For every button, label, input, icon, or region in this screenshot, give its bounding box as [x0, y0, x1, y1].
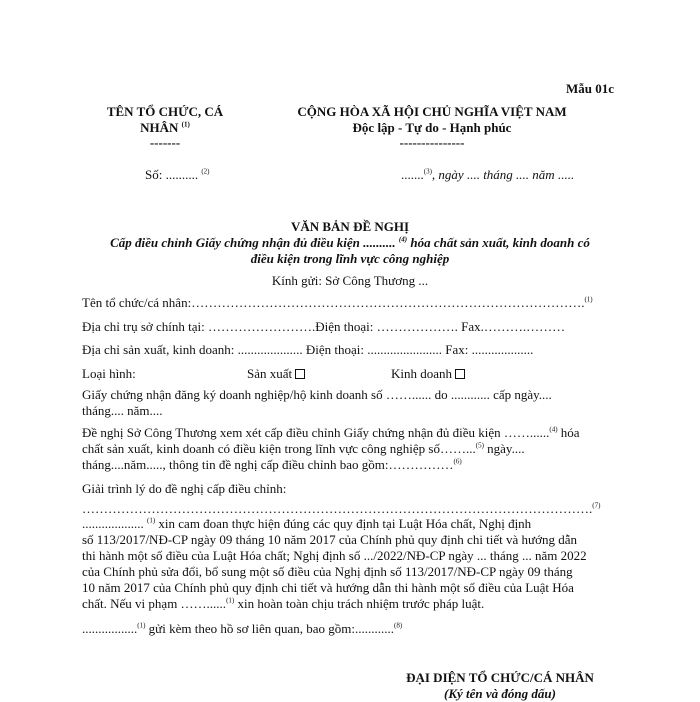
motto: Độc lập - Tự do - Hạnh phúc	[352, 120, 512, 135]
business-certificate-field: Giấy chứng nhận đăng ký doanh nghiệp/hộ kinh doanh số ……...... do ............ cấp ngày.... tháng.... năm....	[82, 387, 552, 418]
place-date: .......$^{(3)}$, ngày .... tháng .... năm .....	[401, 167, 575, 182]
commitment-paragraph: ................... $^{(1)}$ xin cam đoan thực hiện đúng các quy định tại Luật Hóa chất, Nghị định số 113/2017/NĐ-CP ngày 09 tháng 10 năm 2017 của Chính phủ quy định chi tiết và hướng dẫn thi hành một số điều của Luật Hóa chất; Nghị định số .../2022/NĐ-CP ngày ... tháng ... năm 2022 của Chính phủ sửa đổi, bổ sung một số điều của Nghị định số 113/2017/NĐ-CP ngày 09 tháng 10 năm 2017 của Chính phủ quy định chi tiết và hướng dẫn thi hành một số điều của Luật Hóa chất. Nếu vi phạm ……......$^{(1)}$ xin hoàn toàn chịu trách nhiệm trước pháp luật.	[82, 516, 587, 611]
explanation-dots: ……………………………………………………………………………………………………….$^{(7)}$	[82, 501, 601, 516]
request-paragraph: Đề nghị Sở Công Thương xem xét cấp điều chỉnh Giấy chứng nhận đủ điều kiện ……......$^{(4)}$ hóa chất sản xuất, kinh doanh có điều kiện trong lĩnh vực công nghiệp số……...$^{(5)}$ ngày.... tháng....năm....., thông tin đề nghị cấp điều chỉnh bao gồm:……………$^{(6)}$	[82, 425, 580, 472]
form-code: Mẫu 01c	[566, 81, 615, 96]
type-label: Loại hình:	[82, 366, 136, 381]
motto-dash: ---------------	[399, 135, 465, 150]
type-business-option[interactable]: Kinh doanh	[391, 366, 465, 382]
explanation-label: Giải trình lý do đề nghị cấp điều chỉnh:	[82, 481, 287, 496]
republic-title: CỘNG HÒA XÃ HỘI CHỦ NGHĨA VIỆT NAM	[297, 104, 567, 119]
document-title: VĂN BẢN ĐỀ NGHỊ	[290, 219, 410, 234]
org-name-field: Tên tổ chức/cá nhân:……………………………………………………………………………….$^{(1)}$	[82, 295, 593, 310]
address-field: Địa chỉ trụ sở chính tại: …………………….Điện thoại: ………………. Fax.……….………	[82, 319, 566, 334]
recipient: Kính gửi: Sở Công Thương ...	[271, 273, 429, 288]
type-production-option[interactable]: Sản xuất	[247, 366, 305, 382]
signer-title: ĐẠI DIỆN TỔ CHỨC/CÁ NHÂN	[406, 670, 594, 685]
signer-note: (Ký tên và đóng dấu)	[444, 686, 556, 701]
org-name-heading	[100, 104, 230, 150]
national-heading	[272, 104, 592, 150]
org-name-line1: TÊN TỔ CHỨC, CÁ	[106, 104, 224, 119]
document-number: Số: .......... $^{(2)}$	[145, 167, 210, 182]
org-name-line2: NHÂN $^{(1)}$	[140, 120, 190, 135]
production-checkbox[interactable]	[295, 369, 305, 379]
business-checkbox[interactable]	[455, 369, 465, 379]
production-address-field: Địa chỉ sản xuất, kinh doanh: .................... Điện thoại: ....................... Fax: ...................	[82, 342, 534, 357]
attachments-line: .................$^{(1)}$ gửi kèm theo hồ sơ liên quan, bao gồm:............$^{(8)}$	[82, 621, 403, 636]
org-dash: -------	[149, 135, 181, 150]
document-subtitle: Cấp điều chỉnh Giấy chứng nhận đủ điều kiện .......... $^{(4)}$ hóa chất sản xuất, kinh doanh có điều kiện trong lĩnh vực công nghiệp	[110, 235, 590, 266]
